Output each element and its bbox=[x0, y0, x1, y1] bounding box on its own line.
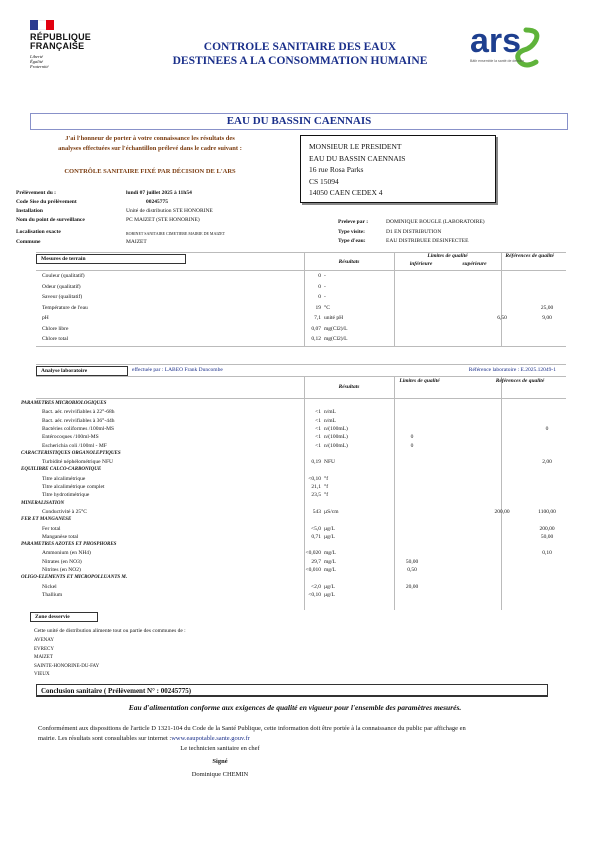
result-value: <1 bbox=[315, 434, 321, 441]
served-zone-title: Zone desservie bbox=[30, 612, 98, 622]
table-row bbox=[36, 304, 566, 312]
unit: n/mL bbox=[324, 417, 336, 424]
result-value: 23,5 bbox=[311, 492, 321, 499]
unit: - bbox=[324, 273, 326, 279]
conclusion-title: Conclusion sanitaire ( Prélèvement N° : 00245775) bbox=[36, 684, 548, 697]
commune-item: SAINTE-HONORINE-DU-FAY bbox=[34, 663, 100, 669]
parameter-name: Fer total bbox=[42, 525, 61, 532]
control-type: CONTRÔLE SANITAIRE FIXÉ PAR DÉCISION DE L'ARS bbox=[64, 168, 236, 175]
sample-info bbox=[16, 190, 576, 250]
reference-upper: 9,00 bbox=[542, 315, 552, 321]
table-row bbox=[36, 293, 566, 301]
unit: n/(100mL) bbox=[324, 442, 348, 449]
served-zone bbox=[30, 612, 330, 682]
signature-role: Le technicien sanitaire en chef bbox=[180, 745, 260, 752]
col-limits-sup: supérieure bbox=[462, 261, 487, 267]
flag-icon bbox=[30, 20, 54, 30]
parameter-name: Bact. aér. revivifiables à 22°-68h bbox=[42, 409, 115, 416]
sampled-by-value: DOMINIQUE BOUGLE (LABORATOIRE) bbox=[386, 219, 485, 225]
result-value: 543 bbox=[312, 508, 321, 515]
result-value: <0,10 bbox=[308, 591, 321, 598]
banner-title: EAU DU BASSIN CAENNAIS bbox=[30, 113, 568, 130]
commune-item: VIEUX bbox=[34, 672, 50, 677]
unit: n/(100mL) bbox=[324, 434, 348, 441]
table-row bbox=[36, 491, 566, 499]
parameter-name: Couleur (qualitatif) bbox=[42, 273, 85, 279]
surveillance-point-label: Nom du point de surveillance bbox=[16, 217, 85, 223]
table-row bbox=[36, 433, 566, 441]
parameter-name: Bactéries coliformes /100ml-MS bbox=[42, 425, 115, 432]
lab-reference: Référence laboratoire : E.2025.12049-1 bbox=[468, 367, 556, 373]
lab-analysis-title: Analyse laboratoire bbox=[36, 366, 128, 376]
commune-item: AVENAY bbox=[34, 638, 55, 643]
unit: mg/L bbox=[324, 558, 336, 565]
table-row bbox=[36, 458, 566, 466]
result-value: <5,0 bbox=[311, 525, 321, 532]
unit: °f bbox=[324, 475, 329, 482]
result-value: 0 bbox=[318, 283, 321, 290]
water-type-label: Type d'eau: bbox=[338, 238, 366, 244]
limit-lower: 50,00 bbox=[405, 558, 419, 565]
unit: mg/L bbox=[324, 567, 336, 573]
limit-lower: 0,50 bbox=[407, 567, 417, 573]
sise-code-label: Code Sise du prélèvement bbox=[16, 199, 77, 205]
document-title: CONTROLE SANITAIRE DES EAUX DESTINEES A LA CONSOMMATION HUMAINE bbox=[172, 41, 428, 67]
table-row bbox=[36, 425, 566, 433]
table-row bbox=[36, 558, 566, 566]
result-value: <0,020 bbox=[305, 550, 321, 557]
category-label: CARACTERISTIQUES ORGANOLEPTIQUES bbox=[21, 450, 121, 456]
parameter-name: pH bbox=[42, 315, 49, 321]
category-row bbox=[21, 450, 566, 458]
legal-note: Conformément aux dispositions de l'article D 1321-104 du Code de la Santé Publique, cette information doit être portée à la connaissance du public par affichage en mairie. Les résultats sont consultables sur internet :www.eaupotable.sante.gouv.fr bbox=[38, 725, 466, 742]
parameter-name: Bact. aér. revivifiables à 36°-44h bbox=[42, 417, 115, 424]
table-row bbox=[36, 314, 566, 322]
reference-lower: 6,50 bbox=[497, 315, 507, 321]
signature-signed: Signé bbox=[212, 758, 228, 765]
result-value: <1 bbox=[315, 409, 321, 416]
unit: µg/L bbox=[324, 583, 335, 590]
parameter-name: Ammonium (en NH4) bbox=[42, 550, 91, 557]
table-row bbox=[36, 325, 566, 333]
commune-value: MAIZET bbox=[126, 239, 147, 245]
result-value: <1 bbox=[315, 442, 321, 449]
location-value: ROBINET SANITAIRE CIMETIERE MAIRIE DE MAIZET bbox=[126, 231, 226, 236]
republique-francaise-logo bbox=[30, 20, 110, 82]
table-row bbox=[36, 272, 566, 280]
category-row bbox=[21, 466, 566, 474]
result-value: 0,71 bbox=[311, 533, 321, 540]
water-type-value: EAU DISTRIBUEE DESINFECTEE bbox=[386, 238, 469, 244]
category-label: OLIGO-ELEMENTS ET MICROPOLLUANTS M. bbox=[21, 575, 128, 581]
unit: mg(Cl2)/L bbox=[324, 325, 348, 332]
parameter-name: Odeur (qualitatif) bbox=[42, 283, 81, 290]
intro-text: J'ai l'honneur de porter à votre connaissance les résultats des analyses effectuées sur l'échantillon prélevé dans le cadre suivant : bbox=[58, 135, 242, 152]
result-value: 19 bbox=[315, 304, 321, 311]
unit: - bbox=[324, 294, 326, 300]
table-row bbox=[36, 583, 566, 591]
col-refs: Références de qualité bbox=[505, 253, 554, 259]
ars-tagline: Bâtir ensemble la santé de demain bbox=[470, 59, 524, 63]
parameter-name: Thallium bbox=[42, 591, 63, 598]
category-label: EQUILIBRE CALCO-CARBONIQUE bbox=[21, 467, 102, 473]
result-value: <0,010 bbox=[305, 567, 321, 573]
col-limits-inf: inférieure bbox=[409, 261, 433, 267]
category-row bbox=[21, 541, 566, 549]
reference-upper: 1100,00 bbox=[538, 508, 556, 515]
lab-col-limits: Limites de qualité bbox=[399, 378, 440, 384]
lab-col-results: Résultats bbox=[338, 384, 360, 390]
unit: n/mL bbox=[324, 409, 336, 416]
table-row bbox=[36, 475, 566, 483]
category-row bbox=[21, 516, 566, 524]
result-value: 0 bbox=[318, 294, 321, 300]
table-row bbox=[36, 283, 566, 291]
table-row bbox=[36, 417, 566, 425]
unit: µg/L bbox=[324, 525, 335, 532]
parameter-name: Entérocoques /100ml-MS bbox=[42, 434, 99, 441]
unit: NFU bbox=[324, 459, 336, 466]
commune-item: MAIZET bbox=[34, 655, 53, 660]
recipient-address: MONSIEUR LE PRESIDENT EAU DU BASSIN CAENNAIS 16 rue Rosa Parks CS 15094 14050 CAEN CEDEX 4 bbox=[300, 135, 496, 203]
parameter-name: Titre hydrotimétrique bbox=[42, 492, 90, 499]
commune-item: EVRECY bbox=[34, 646, 54, 652]
table-row bbox=[36, 508, 566, 516]
reference-upper: 50,00 bbox=[540, 533, 554, 540]
unit: µg/L bbox=[324, 533, 335, 540]
reference-upper: 0,10 bbox=[542, 550, 552, 557]
lab-analysis-table bbox=[21, 364, 566, 610]
unit: °f bbox=[324, 492, 329, 499]
category-row bbox=[21, 500, 566, 508]
result-value: <2,0 bbox=[311, 583, 321, 590]
served-communes-list bbox=[34, 637, 99, 680]
sampled-by-label: Preleve par : bbox=[338, 219, 369, 225]
result-value: 7,1 bbox=[314, 315, 321, 321]
visit-type-value: D1 EN DISTRIBUTION bbox=[386, 229, 442, 235]
field-measurements-table bbox=[36, 252, 566, 348]
parameter-name: Saveur (qualitatif) bbox=[42, 294, 83, 300]
parameter-name: Chlore total bbox=[42, 336, 69, 342]
sise-code-value: 00245775 bbox=[146, 199, 168, 205]
installation-value: Unité de distribution STE HONORINE bbox=[126, 208, 213, 214]
parameter-name: Nickel bbox=[42, 583, 57, 590]
reference-upper: 2,00 bbox=[542, 459, 552, 466]
website-link[interactable]: www.eaupotable.sante.gouv.fr bbox=[171, 734, 250, 742]
unit: µg/L bbox=[324, 591, 335, 598]
signature-name: Dominique CHEMIN bbox=[191, 771, 249, 778]
parameter-name: Conductivité à 25°C bbox=[42, 508, 87, 515]
visit-type-label: Type visite: bbox=[338, 229, 365, 235]
unit: n/(100mL) bbox=[324, 425, 348, 432]
ars-logo bbox=[468, 22, 548, 70]
parameter-name: Titre alcalimétrique complet bbox=[42, 484, 105, 490]
result-value: 29,7 bbox=[311, 558, 321, 565]
unit: °f bbox=[324, 484, 329, 490]
result-value: 0,07 bbox=[311, 325, 321, 332]
table-row bbox=[36, 442, 566, 450]
parameter-name: Nitrates (en NO3) bbox=[42, 558, 82, 565]
table-row bbox=[36, 483, 566, 491]
category-label: PARAMETRES MICROBIOLOGIQUES bbox=[21, 401, 107, 406]
result-value: <1 bbox=[315, 425, 321, 432]
lab-col-refs: Références de qualité bbox=[495, 378, 545, 384]
unit: - bbox=[324, 283, 326, 290]
reference-upper: 0 bbox=[545, 425, 549, 432]
parameter-name: Turbidité néphélométrique NFU bbox=[42, 459, 113, 466]
table-row bbox=[36, 408, 566, 416]
unit: °C bbox=[324, 304, 330, 311]
category-row bbox=[21, 400, 566, 408]
reference-lower: 200,00 bbox=[494, 508, 510, 515]
parameter-name: Nitrites (en NO2) bbox=[42, 567, 81, 573]
table-row bbox=[36, 591, 566, 599]
motto: Liberté Égalité Fraternité bbox=[30, 54, 49, 69]
unit: unité pH bbox=[324, 315, 344, 321]
reference-upper: 200,00 bbox=[539, 525, 555, 532]
result-value: 0,19 bbox=[311, 459, 321, 466]
commune-label: Commune bbox=[16, 239, 41, 245]
unit: mg(Cl2)/L bbox=[324, 336, 348, 342]
result-value: <1 bbox=[315, 417, 321, 424]
parameter-name: Température de l'eau bbox=[42, 304, 88, 311]
lab-name: effectuée par : LABEO Frank Duncombe bbox=[132, 367, 223, 373]
table-row bbox=[36, 525, 566, 533]
parameter-name: Escherichia coli /100ml - MF bbox=[42, 442, 107, 449]
col-limits: Limites de qualité bbox=[427, 253, 468, 259]
limit-lower: 20,00 bbox=[405, 583, 419, 590]
sample-date-value: lundi 07 juillet 2025 à 11h54 bbox=[126, 190, 192, 196]
table-row bbox=[36, 549, 566, 557]
table-row bbox=[36, 533, 566, 541]
surveillance-point-value: PC MAIZET (STE HONORINE) bbox=[126, 217, 200, 223]
limit-lower: 0 bbox=[410, 434, 414, 441]
table-row bbox=[36, 335, 566, 343]
conclusion-text: Eau d'alimentation conforme aux exigences de qualité en vigueur pour l'ensemble des paramètres mesurés. bbox=[128, 703, 462, 712]
result-value: 0 bbox=[318, 273, 321, 279]
served-zone-text: Cette unité de distribution alimente tout ou partie des communes de : bbox=[34, 628, 186, 634]
ars-logo-text: ars bbox=[470, 22, 522, 60]
result-value: 21,1 bbox=[311, 484, 321, 490]
parameter-name: Chlore libre bbox=[42, 325, 69, 332]
unit: µS/cm bbox=[324, 508, 339, 515]
field-measurements-title: Mesures de terrain bbox=[36, 254, 186, 264]
limit-lower: 0 bbox=[410, 442, 414, 449]
parameter-name: Titre alcalimétrique bbox=[42, 475, 86, 482]
location-label: Localisation exacte bbox=[16, 229, 61, 235]
result-value: <0,10 bbox=[308, 475, 321, 482]
parameter-name: Manganèse total bbox=[42, 533, 79, 540]
installation-label: Installation bbox=[16, 208, 43, 214]
category-label: PARAMETRES AZOTES ET PHOSPHORES bbox=[21, 542, 117, 548]
category-row bbox=[21, 574, 566, 582]
table-row bbox=[36, 566, 566, 574]
unit: mg/L bbox=[324, 550, 336, 557]
republique-label: RÉPUBLIQUE FRANÇAISE bbox=[30, 32, 92, 51]
result-value: 0,12 bbox=[311, 336, 321, 342]
category-label: MINERALISATION bbox=[21, 500, 65, 506]
sample-date-label: Prélèvement du : bbox=[16, 190, 57, 196]
col-results: Résultats bbox=[338, 259, 360, 265]
reference-upper: 25,00 bbox=[540, 304, 554, 311]
category-label: FER ET MANGANESE bbox=[21, 517, 72, 523]
